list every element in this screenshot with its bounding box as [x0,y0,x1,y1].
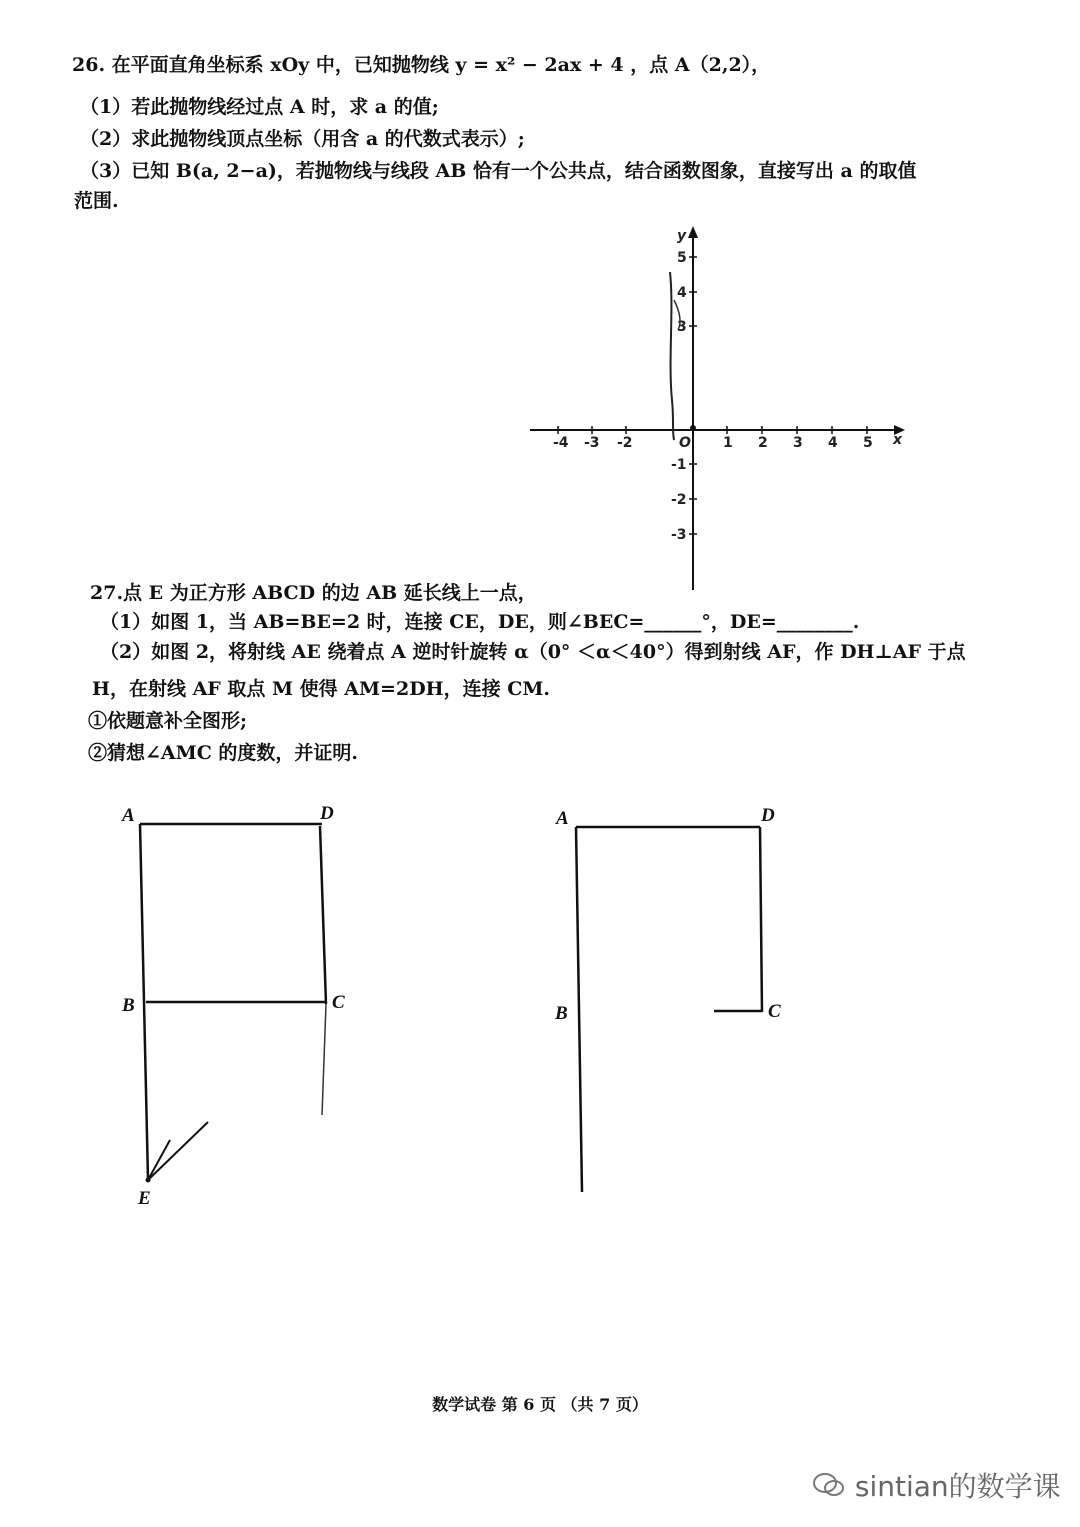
watermark-text: sintian的数学课 [854,1470,1061,1503]
page-footer: 数学试卷 第 6 页 （共 7 页） [432,1395,648,1414]
q27-sub1: ①依题意补全图形; [88,710,248,732]
y-tick-label: 5 [677,250,687,266]
x-axis-label: x [893,432,903,448]
q26-title: 26. 在平面直角坐标系 xOy 中，已知抛物线 y = x² − 2ax + 4 ，点 A（2,2）， [72,54,771,76]
origin-point [690,425,696,431]
fig1-label-C: C [332,992,345,1013]
x-tick-label: -4 [553,435,569,451]
fig1-label-E: E [138,1188,151,1209]
q27-part2: （2）如图 2，将射线 AE 绕着点 A 逆时针旋转 α（0° ＜α＜40°）得到射线 AF，作 DH⊥AF 于点 [100,641,966,663]
fig1-label-B: B [122,995,135,1016]
fig2-label-B: B [555,1003,568,1024]
q27-part2-continued: H，在射线 AF 取点 M 使得 AM=2DH，连接 CM. [92,678,551,700]
x-tick-label: 5 [863,435,873,451]
watermark [812,1465,1061,1506]
figure-2 [554,805,781,1192]
fig2-label-C: C [768,1001,781,1022]
y-tick-label: -1 [671,457,687,473]
y-tick-label: -3 [671,527,687,543]
y-tick-label: -2 [671,492,687,508]
y-tick-label: 4 [677,285,687,301]
fig2-label-D: D [761,805,775,826]
fig2-label-A: A [556,808,569,829]
y-tick-label: 3 [677,319,687,335]
q26-part3: （3）已知 B(a, 2−a)，若抛物线与线段 AB 恰有一个公共点，结合函数图象，直接写出 a 的取值 [80,160,917,182]
q26-coordinate-graph [530,226,905,590]
q26-part2: （2）求此抛物线顶点坐标（用含 a 的代数式表示）; [80,128,525,150]
origin-label: O [679,435,691,451]
q26-part1: （1）若此抛物线经过点 A 时，求 a 的值; [80,96,439,118]
pencil-mark [670,272,674,440]
figure-1 [121,803,345,1209]
fig1-label-A: A [122,805,135,826]
x-tick-label: -3 [584,435,600,451]
x-tick-label: 2 [758,435,768,451]
fig1-label-D: D [320,803,334,824]
q26-part3-continued: 范围. [74,190,119,212]
q27-part1: （1）如图 1，当 AB=BE=2 时，连接 CE，DE，则∠BEC=______°，DE=________. [100,611,860,633]
x-tick-label: -2 [617,435,633,451]
q27-sub2: ②猜想∠AMC 的度数，并证明. [88,742,359,764]
x-tick-label: 4 [828,435,838,451]
x-tick-label: 1 [723,435,733,451]
y-axis-label: y [677,228,687,244]
q27-title: 27.点 E 为正方形 ABCD 的边 AB 延长线上一点， [90,582,537,604]
wechat-icon [812,1471,846,1506]
x-tick-label: 3 [793,435,803,451]
